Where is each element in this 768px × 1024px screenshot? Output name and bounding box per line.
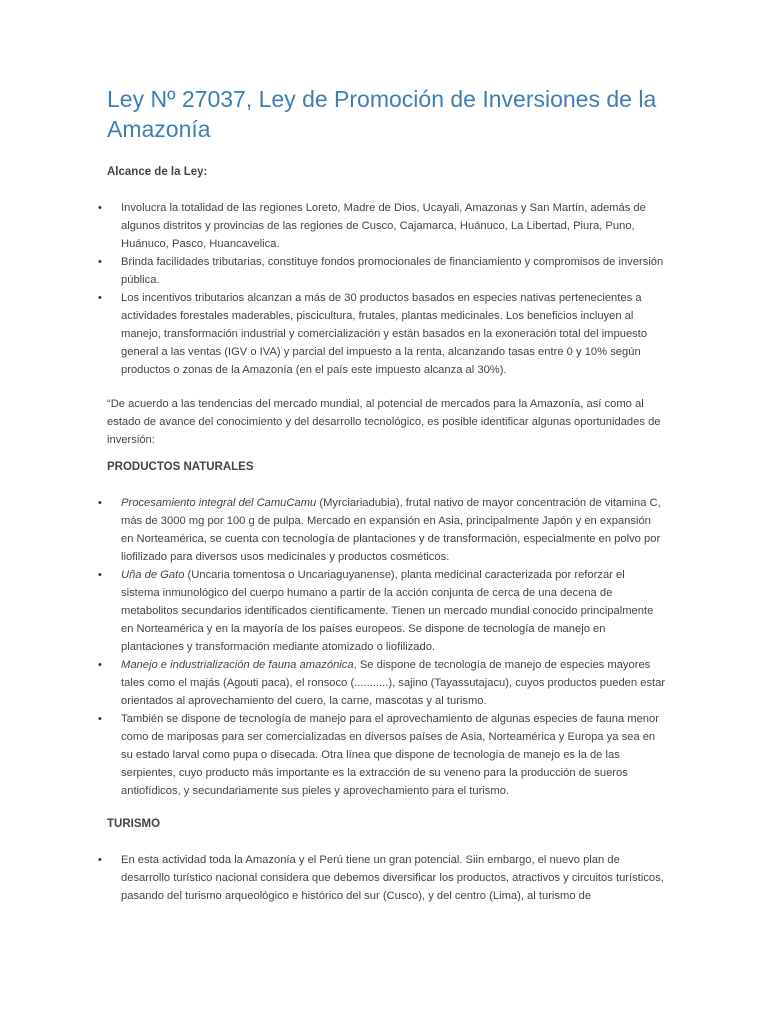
bullet-icon: • xyxy=(98,659,102,671)
section-heading-turismo: TURISMO xyxy=(107,818,161,830)
list-item-lead: Manejo e industrialización de fauna amazónica xyxy=(121,659,354,671)
list-item xyxy=(91,199,666,253)
list-item xyxy=(91,494,666,566)
list-item-text: Brinda facilidades tributarias, constituye fondos promocionales de financiamiento y compromisos de inversión pública. xyxy=(121,256,664,286)
productos-list xyxy=(91,494,666,800)
list-item-text: (Uncaria tomentosa o Uncariaguyanense), planta medicinal caracterizada por reforzar el sistema inmunológico del cuerpo humano a partir de la acción conjunta de cerca de una decena de metabolitos secundarios identificados científicamente. Tienen un mercado mundial conocido principalmente en Norteamérica y en la mayoría de los países europeos. Se dispone de tecnología de manejo en plantaciones y transformación mediante atomizado o liofilizado. xyxy=(121,569,654,653)
section-heading-alcance: Alcance de la Ley: xyxy=(107,166,208,178)
section-heading-productos: PRODUCTOS NATURALES xyxy=(107,461,254,473)
turismo-list xyxy=(91,851,666,905)
alcance-list xyxy=(91,199,666,379)
list-item-text: Los incentivos tributarios alcanzan a más de 30 productos basados en especies nativas pertenecientes a actividades forestales maderables, piscicultura, frutales, plantas medicinales. Los beneficios incluyen al manejo, transformación industrial y comercialización y están basados en la exoneración total del impuesto general a las ventas (IGV o IVA) y parcial del impuesto a la renta, alcanzando tasas entre 0 y 10% según productos o zonas de la Amazonía (en el país este impuesto alcanza al 30%). xyxy=(121,292,648,376)
list-item-text: , Se dispone de tecnología de manejo de especies mayores tales como el majás (Agouti paca), el ronsoco (...........), sajino (Tayassutajacu), cuyos productos pueden estar orientados al aprovechamiento del cuero, la carne, mascotas y al turismo. xyxy=(121,659,666,707)
list-item-text: También se dispone de tecnología de manejo para el aprovechamiento de algunas especies de fauna menor como de mariposas para ser comercializadas en diversos países de Asia, Norteamérica y Europa ya sea en su estado larval como pupa o disecada. Otra línea que dispone de tecnología de manejo es la de las serpientes, cuyo producto más importante es la extracción de su veneno para la producción de sueros antiofídicos, y secundariamente sus pieles y aprovechamiento para el turismo. xyxy=(121,713,659,797)
list-item xyxy=(91,253,666,289)
list-item xyxy=(91,656,666,710)
list-item-text: Involucra la totalidad de las regiones Loreto, Madre de Dios, Ucayali, Amazonas y San Martín, además de algunos distritos y provincias de las regiones de Cusco, Cajamarca, Huánuco, La Libertad, Piura, Puno, Huánuco, Pasco, Huancavelica. xyxy=(121,202,646,250)
list-item-lead: Procesamiento integral del CamuCamu xyxy=(121,497,317,509)
bullet-icon: • xyxy=(98,497,102,509)
list-item xyxy=(91,289,666,379)
list-item-text: (Myrciariadubia), frutal nativo de mayor concentración de vitamina C, más de 3000 mg por 100 g de pulpa. Mercado en expansión en Asia, principalmente Japón y en expansión en Norteamérica, se cuenta con tecnología de plantaciones y de transformación, especialmente en polvo por liofilizado para diversos usos medicinales y productos cosméticos. xyxy=(121,497,661,563)
bullet-icon: • xyxy=(98,854,102,866)
bullet-icon: • xyxy=(98,256,102,268)
bullet-icon: • xyxy=(98,202,102,214)
list-item xyxy=(91,710,666,800)
quote-paragraph: “De acuerdo a las tendencias del mercado mundial, al potencial de mercados para la Amazonía, así como al estado de avance del conocimiento y del desarrollo tecnológico, es posible identificar algunas oportunidades de inversión: xyxy=(107,398,661,446)
list-item-text: En esta actividad toda la Amazonía y el Perú tiene un gran potencial. Siin embargo, el nuevo plan de desarrollo turístico nacional considera que debemos diversificar los productos, atractivos y circuitos turísticos, pasando del turismo arqueológico e histórico del sur (Cusco), y del centro (Lima), al turismo de xyxy=(121,854,664,902)
bullet-icon: • xyxy=(98,569,102,581)
list-item xyxy=(91,566,666,656)
page-title: Ley Nº 27037, Ley de Promoción de Inversiones de la Amazonía xyxy=(107,86,657,142)
bullet-icon: • xyxy=(98,713,102,725)
bullet-icon: • xyxy=(98,292,102,304)
list-item-lead: Uña de Gato xyxy=(121,569,185,581)
list-item xyxy=(91,851,666,905)
